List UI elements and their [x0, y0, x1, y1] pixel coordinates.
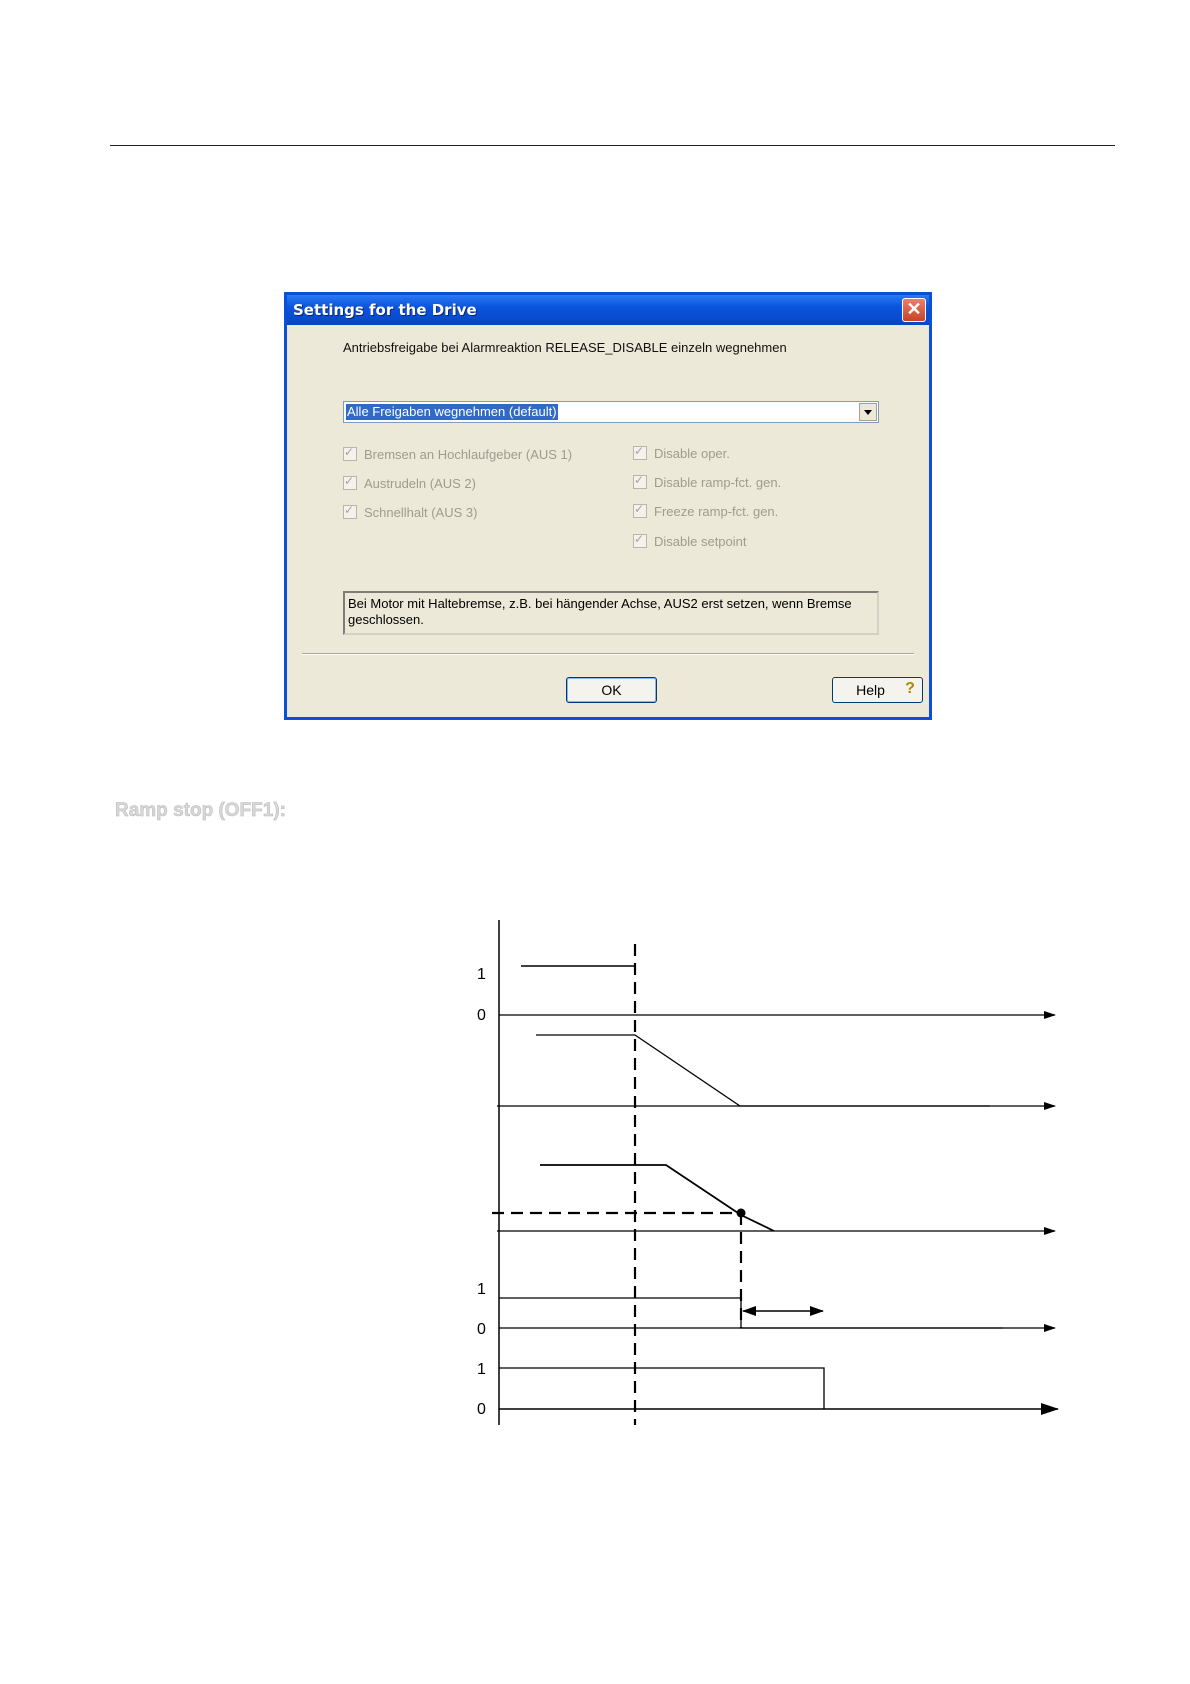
level-label-0: 0: [477, 1321, 486, 1338]
checkbox-off2: ✓Austrudeln (AUS 2): [343, 476, 476, 491]
help-label: Help: [856, 682, 885, 698]
signal-3-ramp: [540, 1165, 774, 1231]
checkbox-freeze-ramp: ✓Freeze ramp-fct. gen.: [633, 504, 778, 519]
checkbox-off1: ✓Bremsen an Hochlaufgeber (AUS 1): [343, 447, 572, 462]
signal-2-ramp: [536, 1035, 990, 1106]
checkbox-disable-ramp: ✓Disable ramp-fct. gen.: [633, 475, 781, 490]
help-question-icon: ?: [905, 680, 915, 697]
level-label-0: 0: [477, 1007, 486, 1024]
dialog-title: Settings for the Drive: [293, 301, 477, 319]
checkbox-disable-oper: ✓Disable oper.: [633, 446, 730, 461]
level-label-1: 1: [477, 966, 486, 983]
signal-4-step: [499, 1298, 1003, 1328]
ok-button[interactable]: OK: [566, 677, 657, 703]
dialog-heading: Antriebsfreigabe bei Alarmreaktion RELEASE_DISABLE einzeln wegnehmen: [343, 340, 787, 355]
select-value: Alle Freigaben wegnehmen (default): [347, 404, 557, 419]
level-label-1: 1: [477, 1361, 486, 1378]
section-heading: Ramp stop (OFF1):: [115, 800, 286, 821]
checkbox-off3: ✓Schnellhalt (AUS 3): [343, 505, 477, 520]
level-label-0: 0: [477, 1401, 486, 1418]
checkbox-disable-setpoint: ✓Disable setpoint: [633, 534, 747, 549]
signal-5-step: [499, 1368, 824, 1409]
info-text-box: Bei Motor mit Haltebremse, z.B. bei hängender Achse, AUS2 erst setzen, wenn Bremse geschlossen.: [343, 591, 879, 635]
level-label-1: 1: [477, 1281, 486, 1298]
close-button[interactable]: ✕: [902, 298, 926, 322]
